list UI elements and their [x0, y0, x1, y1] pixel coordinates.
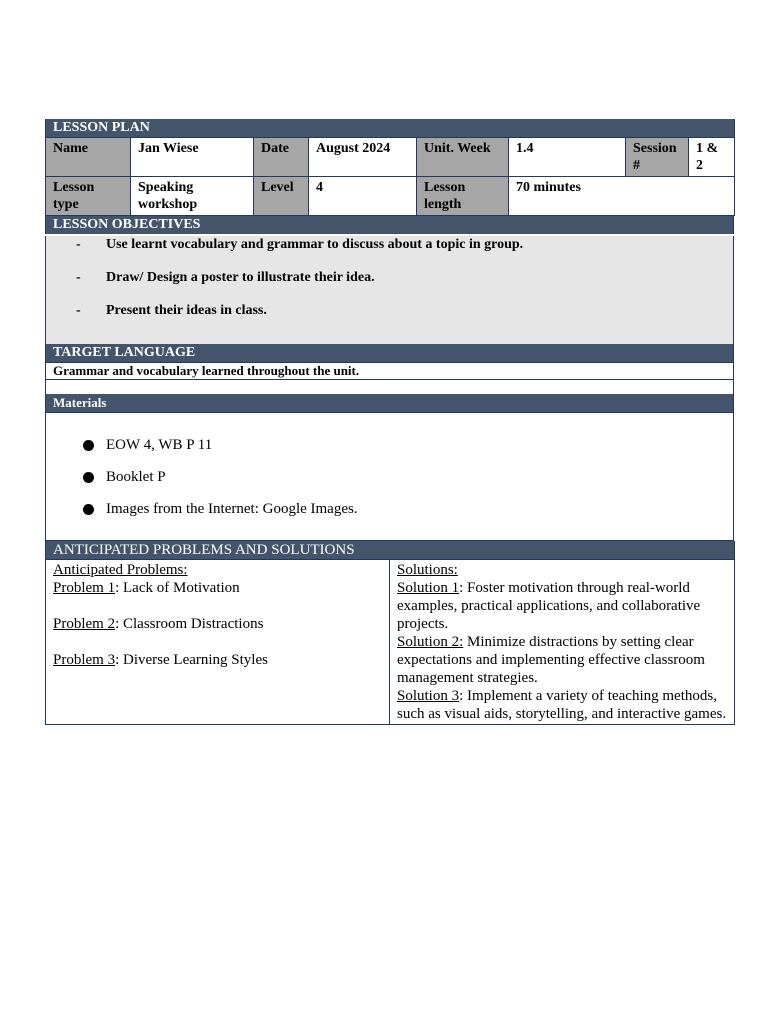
problem-text: : Classroom Distractions	[115, 616, 264, 632]
session-value: 1 & 2	[689, 138, 735, 177]
solutions-heading: Solutions:	[397, 562, 458, 578]
bullet-icon	[83, 504, 94, 515]
problem-item	[53, 579, 382, 597]
solution-label: Solution 1	[397, 580, 460, 596]
unit-week-value: 1.4	[509, 138, 626, 177]
target-language-header: TARGET LANGUAGE	[46, 344, 734, 363]
name-label: Name	[46, 138, 131, 177]
materials-section	[45, 394, 734, 541]
level-label: Level	[254, 177, 309, 216]
objectives-section	[45, 216, 734, 344]
target-language-text: Grammar and vocabulary learned throughout the unit.	[46, 363, 734, 380]
lesson-plan-header: LESSON PLAN	[46, 119, 735, 138]
material-item	[76, 501, 726, 518]
material-text: Images from the Internet: Google Images.	[106, 501, 358, 517]
problem-item	[53, 615, 382, 633]
problem-label: Problem 2	[53, 616, 116, 632]
objective-item: - Present their ideas in class.	[76, 303, 267, 318]
lesson-info-table	[45, 119, 735, 216]
solution-item	[397, 687, 727, 723]
objectives-list	[53, 236, 726, 319]
solution-label: Solution 3	[397, 688, 460, 704]
solutions-column	[390, 560, 735, 725]
solution-label: Solution 2:	[397, 634, 464, 650]
lesson-length-label: Lesson length	[417, 177, 509, 216]
solution-item	[397, 633, 727, 687]
date-label: Date	[254, 138, 309, 177]
bullet-icon	[83, 440, 94, 451]
objectives-header: LESSON OBJECTIVES	[46, 216, 734, 235]
unit-week-label: Unit. Week	[417, 138, 509, 177]
material-item	[76, 437, 726, 454]
spacer-row	[46, 380, 734, 395]
problem-label: Problem 1	[53, 580, 116, 596]
name-value: Jan Wiese	[131, 138, 254, 177]
problems-column	[46, 560, 390, 725]
materials-header: Materials	[46, 394, 734, 413]
material-text: Booklet P	[106, 469, 166, 485]
objective-item: - Use learnt vocabulary and grammar to discuss about a topic in group.	[76, 237, 524, 252]
solution-text: : Foster motivation through real-world examples, practical applications, and collaborative projects.	[397, 580, 701, 632]
lesson-type-value: Speaking workshop	[131, 177, 254, 216]
material-text: EOW 4, WB P 11	[106, 437, 213, 453]
level-value: 4	[309, 177, 417, 216]
problems-solutions-section	[45, 541, 735, 725]
objective-text: Present their ideas in class.	[106, 303, 267, 318]
materials-body	[46, 413, 734, 541]
bullet-icon	[83, 472, 94, 483]
lesson-type-label: Lesson type	[46, 177, 131, 216]
target-language-section	[45, 344, 734, 394]
problems-heading: Anticipated Problems:	[53, 562, 188, 578]
materials-list	[53, 437, 726, 518]
solution-item	[397, 579, 727, 633]
solution-text: : Implement a variety of teaching methods, such as visual aids, storytelling, and interactive games.	[397, 688, 727, 722]
date-value: August 2024	[309, 138, 417, 177]
objective-item: - Draw/ Design a poster to illustrate their idea.	[76, 270, 375, 285]
material-item	[76, 469, 726, 486]
lesson-length-value: 70 minutes	[509, 177, 735, 216]
objective-text: Draw/ Design a poster to illustrate their idea.	[106, 270, 375, 285]
problem-text: : Lack of Motivation	[115, 580, 240, 596]
objective-text: Use learnt vocabulary and grammar to discuss about a topic in group.	[106, 237, 524, 252]
session-label: Session #	[626, 138, 689, 177]
problem-item	[53, 651, 382, 669]
solution-text: Minimize distractions by setting clear expectations and implementing effective classroom management strategies.	[397, 634, 705, 686]
lesson-plan-document	[45, 119, 734, 725]
problem-text: : Diverse Learning Styles	[115, 652, 268, 668]
objectives-body	[46, 235, 734, 344]
problem-label: Problem 3	[53, 652, 116, 668]
problems-header: ANTICIPATED PROBLEMS AND SOLUTIONS	[46, 541, 735, 560]
